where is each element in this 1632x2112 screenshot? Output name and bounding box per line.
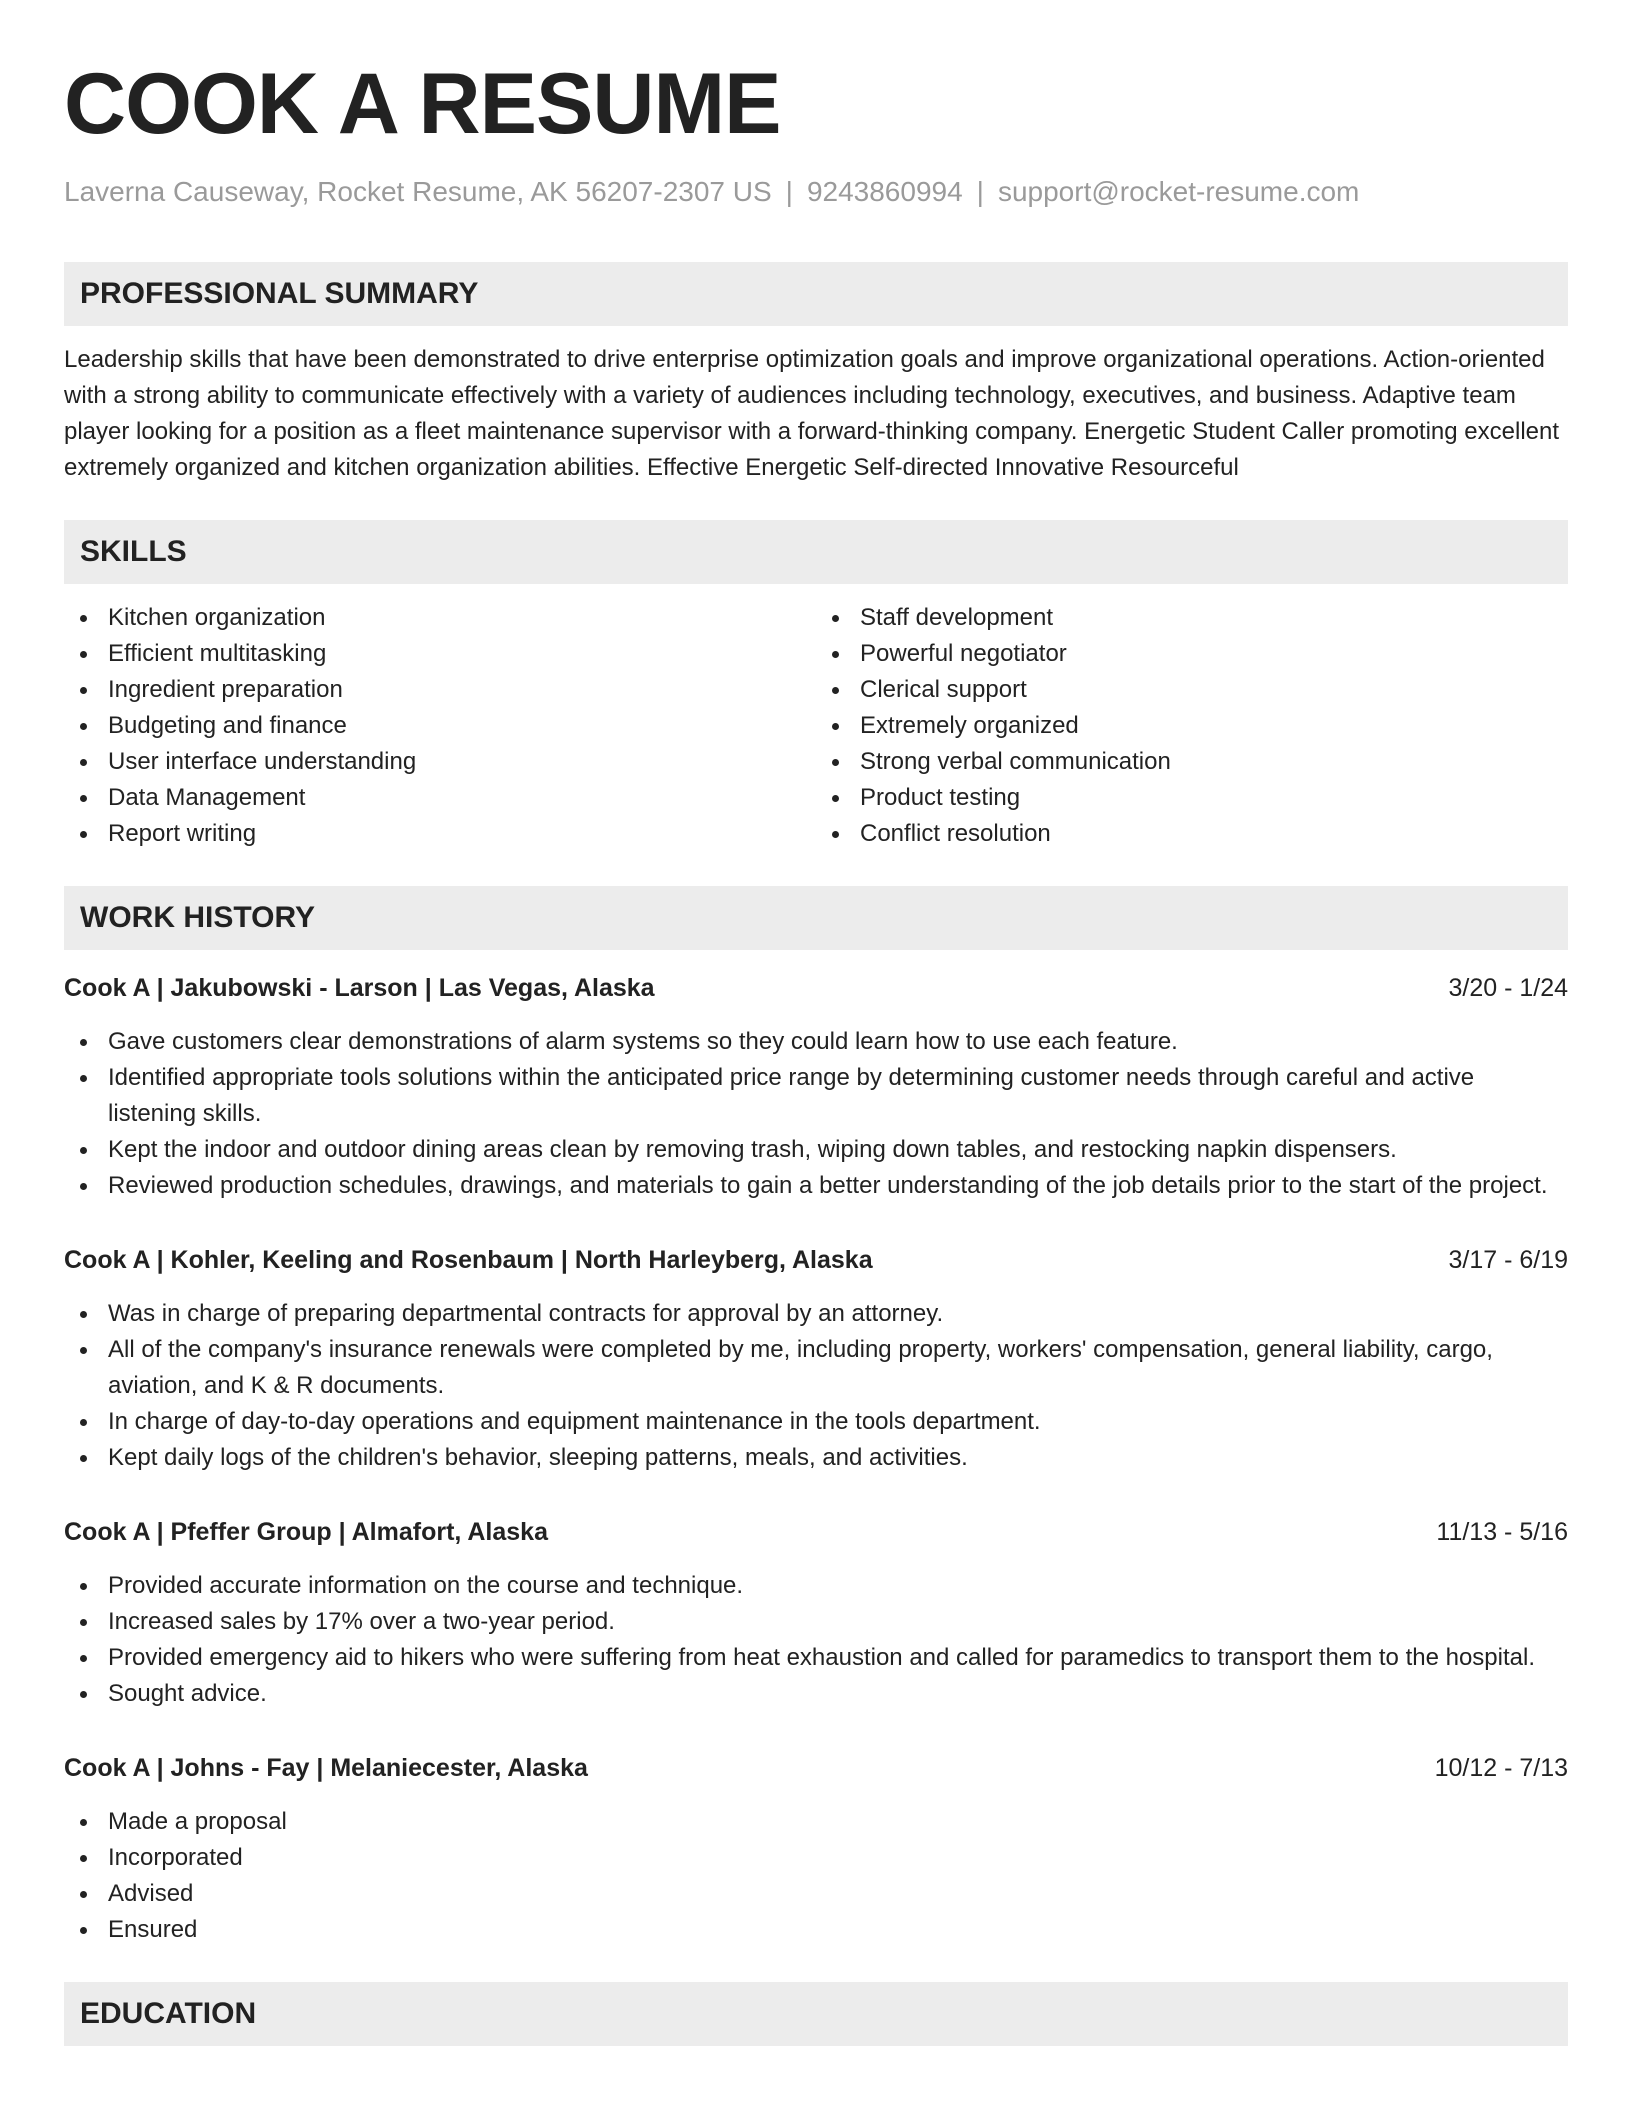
job-header: [64, 1750, 1568, 1786]
skill-item: Budgeting and finance: [64, 708, 816, 744]
skill-item: Clerical support: [816, 672, 1568, 708]
job-bullet: All of the company's insurance renewals were completed by me, including property, workers' compensation, general liability, cargo, aviation, and K & R documents.: [64, 1332, 1568, 1404]
job-bullet: Incorporated: [64, 1840, 1568, 1876]
skills-column-right: [816, 600, 1568, 852]
job-bullet: Identified appropriate tools solutions within the anticipated price range by determining customer needs through careful and active listening skills.: [64, 1060, 1568, 1132]
resume-name: COOK A RESUME: [64, 56, 781, 152]
job-bullet: Gave customers clear demonstrations of alarm systems so they could learn how to use each feature.: [64, 1024, 1568, 1060]
skill-item: Conflict resolution: [816, 816, 1568, 852]
skills-list: [64, 600, 1568, 852]
skill-item: Data Management: [64, 780, 816, 816]
job-bullet: Kept the indoor and outdoor dining areas clean by removing trash, wiping down tables, and restocking napkin dispensers.: [64, 1132, 1568, 1168]
contact-line: [64, 174, 1568, 210]
job-bullet: Sought advice.: [64, 1676, 1568, 1712]
skill-item: Product testing: [816, 780, 1568, 816]
contact-separator: |: [785, 176, 793, 207]
job-bullet: Was in charge of preparing departmental contracts for approval by an attorney.: [64, 1296, 1568, 1332]
job-bullet: Ensured: [64, 1912, 1568, 1948]
contact-address: Laverna Causeway, Rocket Resume, AK 56207-2307 US: [64, 176, 772, 207]
job-title: Cook A | Johns - Fay | Melaniecester, Alaska: [64, 1754, 588, 1782]
job-bullet: Kept daily logs of the children's behavior, sleeping patterns, meals, and activities.: [64, 1440, 1568, 1476]
job-title: Cook A | Kohler, Keeling and Rosenbaum | North Harleyberg, Alaska: [64, 1246, 873, 1274]
job-bullet: Provided emergency aid to hikers who were suffering from heat exhaustion and called for paramedics to transport them to the hospital.: [64, 1640, 1568, 1676]
job-bullets: [64, 1804, 1568, 1948]
contact-separator: |: [976, 176, 984, 207]
skill-item: Kitchen organization: [64, 600, 816, 636]
summary-text: Leadership skills that have been demonstrated to drive enterprise optimization goals and improve organizational operations. Action-oriented with a strong ability to communicate effectively with a variety of audiences including technology, executives, and business. Adaptive team player looking for a position as a fleet maintenance supervisor with a forward-thinking company. Energetic Student Caller promoting excellent extremely organized and kitchen organization abilities. Effective Energetic Self-directed Innovative Resourceful: [64, 346, 1560, 481]
section-heading-summary: PROFESSIONAL SUMMARY: [64, 262, 1568, 326]
contact-phone: 9243860994: [806, 176, 963, 207]
contact-email: support@rocket-resume.com: [997, 176, 1360, 207]
job-bullet: Provided accurate information on the course and technique.: [64, 1568, 1568, 1604]
job-entry: [64, 1514, 1568, 1712]
job-header: [64, 970, 1568, 1006]
job-bullets: [64, 1024, 1568, 1204]
section-heading-education: EDUCATION: [64, 1982, 1568, 2046]
section-heading-work-history: WORK HISTORY: [64, 886, 1568, 950]
job-dates: 3/17 - 6/19: [1448, 1246, 1568, 1274]
skill-item: Staff development: [816, 600, 1568, 636]
job-bullets: [64, 1296, 1568, 1476]
job-bullet: Increased sales by 17% over a two-year period.: [64, 1604, 1568, 1640]
skill-item: Powerful negotiator: [816, 636, 1568, 672]
skill-item: Extremely organized: [816, 708, 1568, 744]
skill-item: User interface understanding: [64, 744, 816, 780]
section-heading-skills: SKILLS: [64, 520, 1568, 584]
skill-item: Report writing: [64, 816, 816, 852]
skill-item: Strong verbal communication: [816, 744, 1568, 780]
job-bullets: [64, 1568, 1568, 1712]
job-entry: [64, 970, 1568, 1204]
job-entry: [64, 1242, 1568, 1476]
job-entry: [64, 1750, 1568, 1948]
skill-item: Efficient multitasking: [64, 636, 816, 672]
job-bullet: In charge of day-to-day operations and equipment maintenance in the tools department.: [64, 1404, 1568, 1440]
job-title: Cook A | Pfeffer Group | Almafort, Alaska: [64, 1518, 548, 1546]
job-dates: 11/13 - 5/16: [1436, 1518, 1568, 1546]
skills-column-left: [64, 600, 816, 852]
job-header: [64, 1514, 1568, 1550]
job-bullet: Advised: [64, 1876, 1568, 1912]
job-bullet: Made a proposal: [64, 1804, 1568, 1840]
job-dates: 10/12 - 7/13: [1434, 1754, 1568, 1782]
skill-item: Ingredient preparation: [64, 672, 816, 708]
job-title: Cook A | Jakubowski - Larson | Las Vegas, Alaska: [64, 974, 655, 1002]
job-bullet: Reviewed production schedules, drawings, and materials to gain a better understanding of the job details prior to the start of the project.: [64, 1168, 1568, 1204]
job-header: [64, 1242, 1568, 1278]
job-dates: 3/20 - 1/24: [1448, 974, 1568, 1002]
